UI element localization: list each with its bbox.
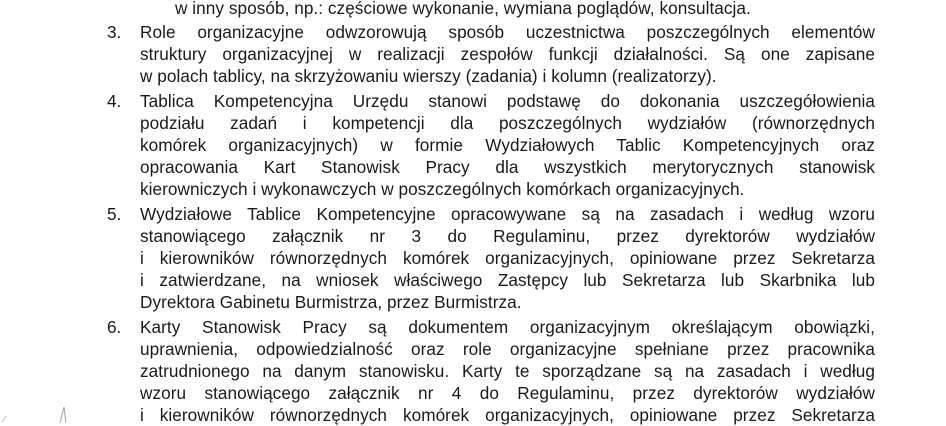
item-4-number: 4. [107, 91, 122, 111]
item-4-line-3: komórek organizacyjnych) w formie Wydziałowych Tablic Kompetencyjnych oraz [140, 135, 875, 155]
item-6-number: 6. [107, 317, 122, 337]
item-4-line-5: kierowniczych i wykonawczych w poszczególnych komórkach organizacyjnych. [140, 179, 745, 199]
item-5-number: 5. [107, 204, 122, 224]
item-5-line-4: i zatwierdzane, na wniosek właściwego Zastępcy lub Sekretarza lub Skarbnika lub [140, 270, 875, 290]
item-5-line-3: i kierowników równorzędnych komórek organizacyjnych, opiniowane przez Sekretarza [140, 248, 875, 268]
margin-dot-mark-icon [0, 410, 14, 424]
item-6-line-5: i kierowników równorzędnych komórek organizacyjnych, opiniowane przez Sekretarza [140, 405, 875, 425]
margin-pen-mark-icon [56, 404, 72, 424]
item-6-line-1: Karty Stanowisk Pracy są dokumentem organizacyjnym określającym obowiązki, [140, 317, 875, 337]
item-3-line-1: Role organizacyjne odwzorowują sposób uczestnictwa poszczególnych elementów [140, 22, 875, 42]
item-6-line-3: zatrudnionego na danym stanowisku. Karty te sporządzane są na zasadach i według [140, 361, 875, 381]
item-6-line-4: wzoru stanowiącego załącznik nr 4 do Regulaminu, przez dyrektorów wydziałów [140, 383, 875, 403]
item-3-line-3: w polach tablicy, na skrzyżowaniu wierszy (zadania) i kolumn (realizatorzy). [140, 66, 717, 86]
item-5-line-2: stanowiącego załącznik nr 3 do Regulaminu, przez dyrektorów wydziałów [140, 226, 875, 246]
item-4-line-1: Tablica Kompetencyjna Urzędu stanowi podstawę do dokonania uszczegółowienia [140, 91, 875, 111]
item-3-line-2: struktury organizacyjnej w realizacji zespołów funkcji działalności. Są one zapisane [140, 44, 875, 64]
lead-line: w inny sposób, np.: częściowe wykonanie, wymiana poglądów, konsultacja. [175, 0, 751, 18]
item-6-line-2: uprawnienia, odpowiedzialność oraz role organizacyjne spełniane przez pracownika [140, 339, 875, 359]
item-3-number: 3. [107, 22, 122, 42]
item-4-line-2: podziału zadań i kompetencji dla poszczególnych wydziałów (równorzędnych [140, 113, 875, 133]
item-5-line-5: Dyrektora Gabinetu Burmistrza, przez Burmistrza. [140, 292, 522, 312]
item-5-line-1: Wydziałowe Tablice Kompetencyjne opracowywane są na zasadach i według wzoru [140, 204, 875, 224]
item-4-line-4: opracowania Kart Stanowisk Pracy dla wszystkich merytorycznych stanowisk [140, 157, 875, 177]
